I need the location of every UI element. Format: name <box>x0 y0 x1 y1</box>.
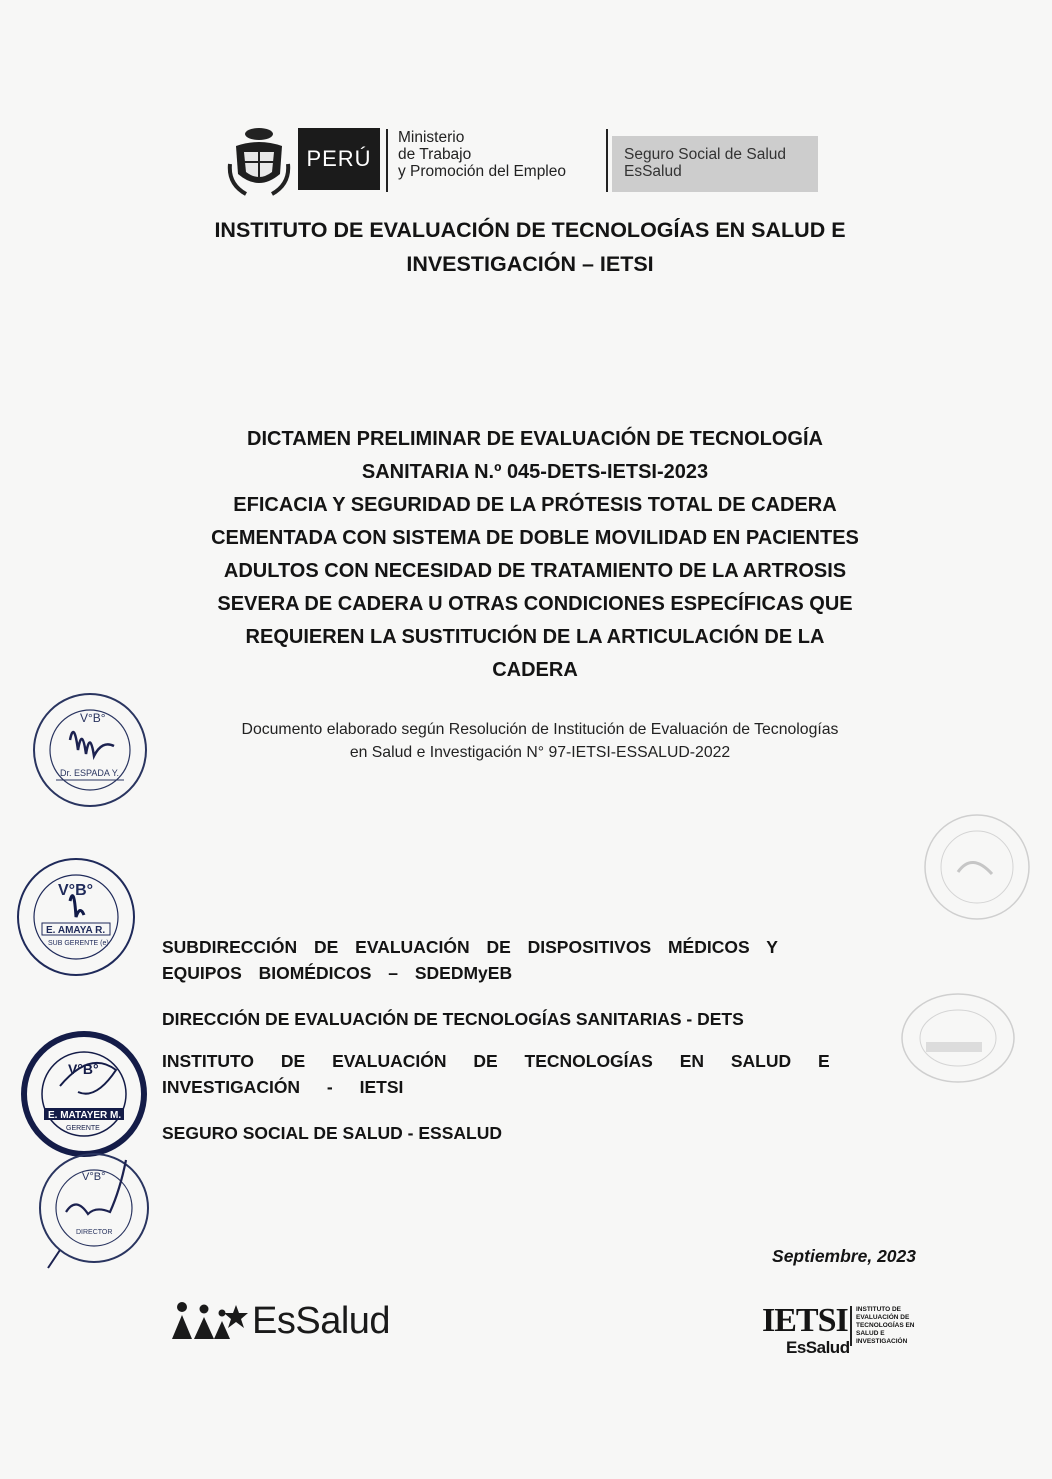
org-line: INVESTIGACIÓN - IETSI <box>162 1077 404 1097</box>
svg-text:V°B°: V°B° <box>58 882 94 899</box>
essalud-logo-text: EsSalud <box>252 1299 391 1342</box>
dictamen-line: DICTAMEN PRELIMINAR DE EVALUACIÓN DE TECNOLOGÍA <box>247 428 823 450</box>
dictamen-line: REQUIEREN LA SUSTITUCIÓN DE LA ARTICULACIÓN DE LA <box>245 626 825 648</box>
faint-seal <box>896 990 1016 1090</box>
org-line: EQUIPOS BIOMÉDICOS – SDEDMyEB <box>162 963 513 983</box>
dictamen-line: SANITARIA N.º 045-DETS-IETSI-2023 <box>361 461 709 483</box>
ietsi-logo-sub: EsSalud <box>786 1338 850 1357</box>
ministerio-line: de Trabajo <box>398 146 472 163</box>
ietsi-side-line: TECNOLOGÍAS EN <box>856 1322 915 1329</box>
dictamen-line: EFICACIA Y SEGURIDAD DE LA PRÓTESIS TOTAL DE CADERA <box>233 494 837 516</box>
org-line: SUBDIRECCIÓN DE EVALUACIÓN DE DISPOSITIVOS MÉDICOS Y <box>162 937 778 957</box>
ministerio-label <box>386 129 608 192</box>
ministerio-line: Ministerio <box>398 129 465 146</box>
ietsi-logo-main: IETSI <box>762 1302 848 1339</box>
org-line: INSTITUTO DE EVALUACIÓN DE TECNOLOGÍAS EN SALUD E <box>162 1051 830 1071</box>
svg-text:Dr. ESPADA Y.: Dr. ESPADA Y. <box>60 768 120 778</box>
faint-seal <box>922 812 1032 922</box>
document-note <box>150 718 930 764</box>
essalud-banner-line: EsSalud <box>624 163 682 180</box>
dictamen-line: ADULTOS CON NECESIDAD DE TRATAMIENTO DE LA ARTROSIS <box>223 560 847 582</box>
essalud-family-icon <box>170 1301 248 1341</box>
ministerio-line: y Promoción del Empleo <box>398 163 566 180</box>
essalud-banner-line: Seguro Social de Salud <box>624 146 787 163</box>
peru-label: PERÚ <box>298 128 380 190</box>
peru-coat-of-arms-icon <box>226 124 292 200</box>
essalud-banner <box>612 136 818 192</box>
svg-text:GERENTE: GERENTE <box>66 1125 100 1132</box>
dictamen-line: CEMENTADA CON SISTEMA DE DOBLE MOVILIDAD EN PACIENTES <box>211 527 859 549</box>
essalud-logo <box>170 1290 390 1352</box>
org-line: SEGURO SOCIAL DE SALUD - ESSALUD <box>162 1123 502 1143</box>
svg-text:E. MATAYER M.: E. MATAYER M. <box>48 1110 122 1121</box>
ietsi-logo <box>762 1304 922 1368</box>
ietsi-side-line: INVESTIGACIÓN <box>856 1338 908 1345</box>
stamp-director-seal-2 <box>36 1150 152 1270</box>
svg-text:DIRECTOR: DIRECTOR <box>76 1229 113 1236</box>
org-ietsi <box>162 1048 916 1100</box>
ietsi-side-line: INSTITUTO DE <box>856 1306 902 1313</box>
org-line: DIRECCIÓN DE EVALUACIÓN DE TECNOLOGÍAS SANITARIAS - DETS <box>162 1009 744 1029</box>
document-note-line: Documento elaborado según Resolución de Institución de Evaluación de Tecnologías <box>241 721 839 738</box>
org-dets <box>162 1006 916 1032</box>
institute-title-line: INSTITUTO DE EVALUACIÓN DE TECNOLOGÍAS EN SALUD E <box>214 218 846 242</box>
stamp-subgerente-seal <box>14 855 138 979</box>
org-essalud <box>162 1120 916 1146</box>
svg-text:V°B°: V°B° <box>68 1061 99 1077</box>
document-note-line: en Salud e Investigación N° 97-IETSI-ESSALUD-2022 <box>349 744 731 761</box>
institute-title <box>130 213 930 281</box>
ietsi-side-line: EVALUACIÓN DE <box>856 1314 910 1321</box>
dictamen-line: CADERA <box>492 659 578 681</box>
svg-text:SUB GERENTE (e): SUB GERENTE (e) <box>48 940 109 947</box>
ietsi-logo-side <box>850 1306 916 1346</box>
stamp-director-seal <box>30 690 150 810</box>
stamp-gerente-seal <box>20 1030 148 1158</box>
institute-title-line: INVESTIGACIÓN – IETSI <box>406 252 654 276</box>
svg-text:V°B°: V°B° <box>80 711 106 725</box>
dictamen-title <box>120 423 950 687</box>
svg-text:E. AMAYA R.: E. AMAYA R. <box>46 925 106 936</box>
ietsi-side-line: SALUD E <box>856 1330 885 1337</box>
org-sdedmyeb <box>162 934 916 986</box>
dictamen-line: SEVERA DE CADERA U OTRAS CONDICIONES ESPECÍFICAS QUE <box>217 593 853 615</box>
svg-text:V°B°: V°B° <box>82 1171 106 1183</box>
document-date: Septiembre, 2023 <box>772 1246 916 1266</box>
